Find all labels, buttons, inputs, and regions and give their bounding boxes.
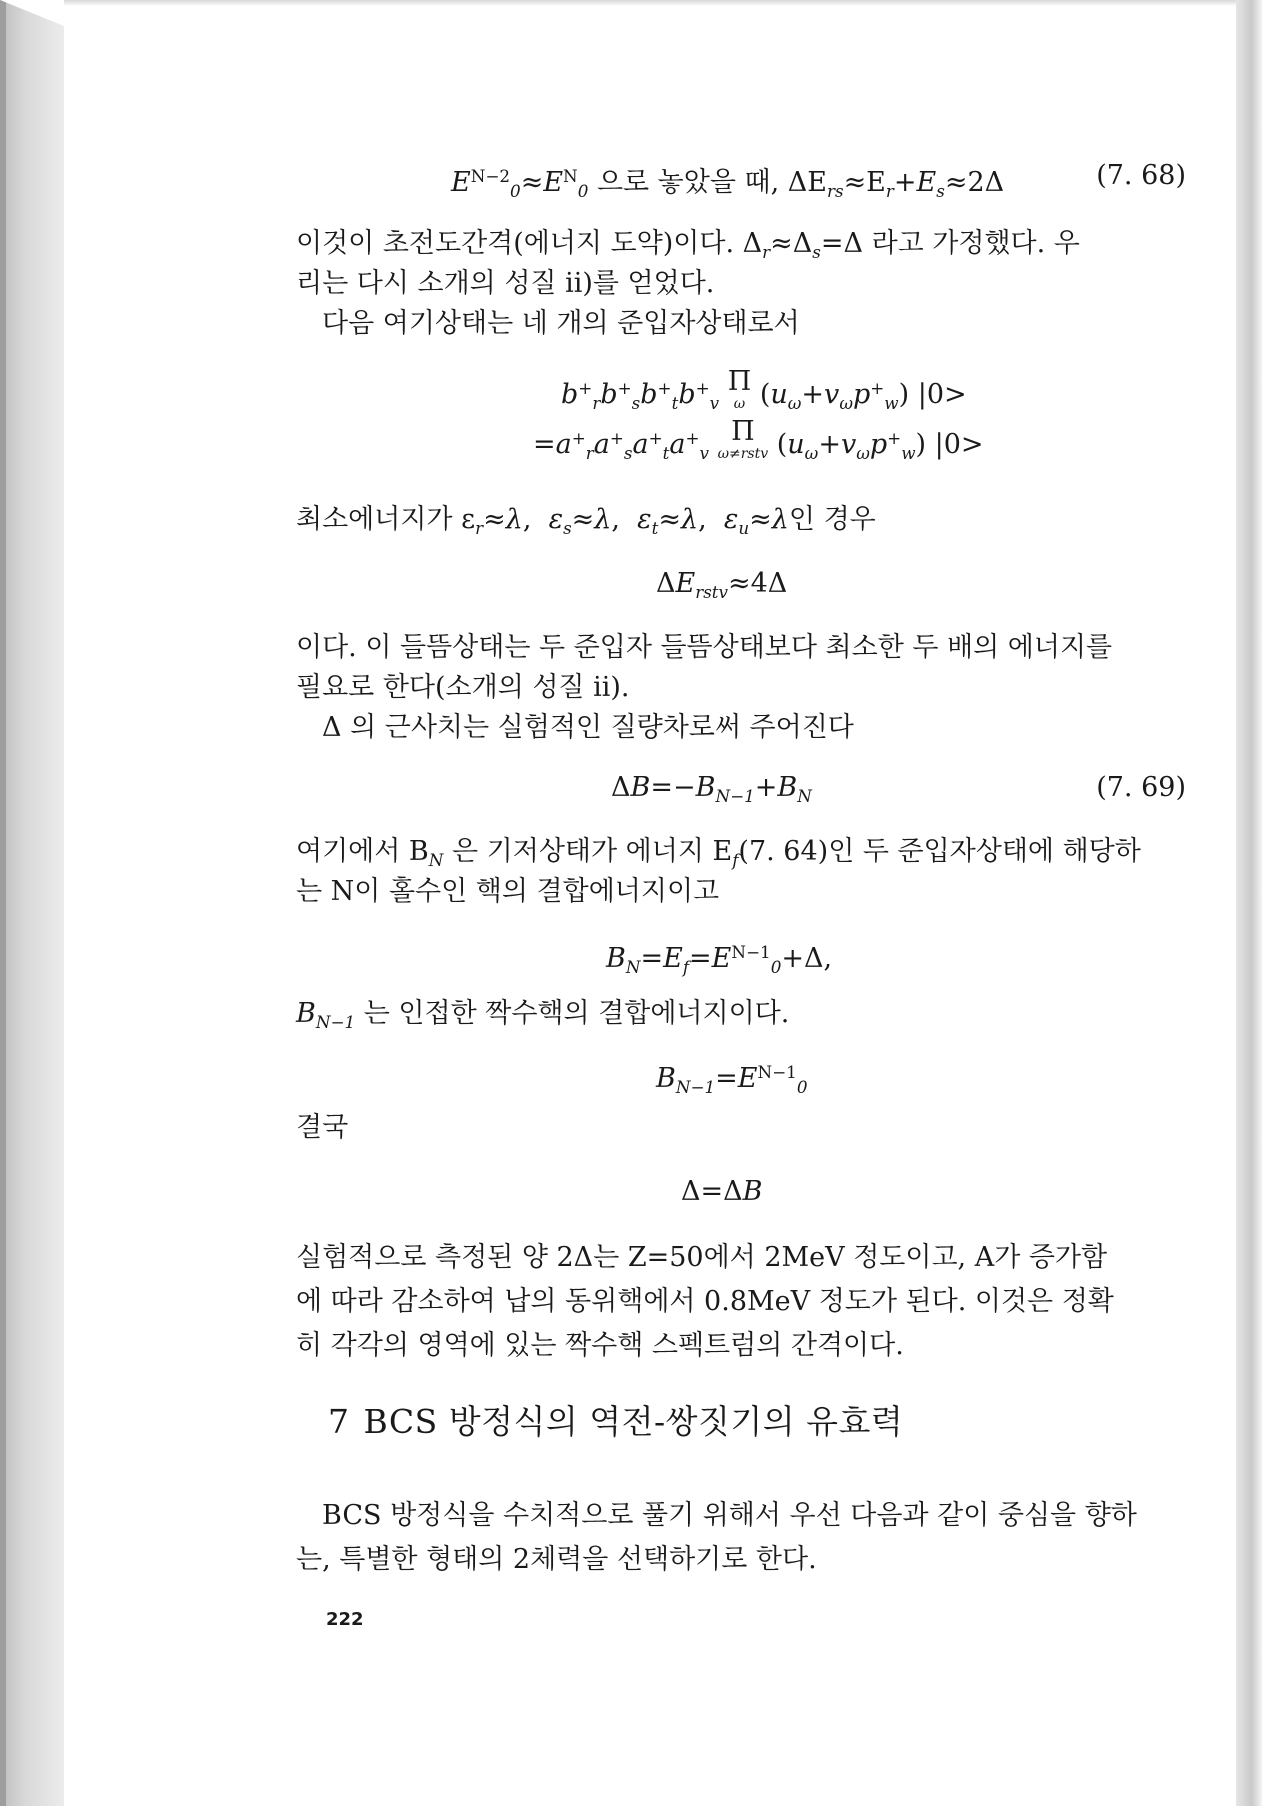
equation-7-68-text: 으로 놓았을 때, ΔE xyxy=(596,167,827,199)
paragraph-8-line-1: 결국 xyxy=(296,1112,349,1143)
paragraph-10-line-2: 는, 특별한 형태의 2체력을 선택하기로 한다. xyxy=(296,1544,817,1575)
paragraph-3-line-1: 최소에너지가 $\varepsilon_r\approx\lambda$, $\varepsilon_s\approx\lambda$, $\varepsilon_t\approx\lambda$, $\varepsilon_u\approx\lambda$인 경우 xyxy=(296,504,876,538)
paragraph-5-line-1: Δ 의 근사치는 실험적인 질량차로써 주어진다 xyxy=(322,712,854,743)
book-left-edge xyxy=(0,0,64,1806)
paragraph-1-line-1: 이것이 초전도간격(에너지 도약)이다. $\Delta_r\approx\Delta_s=\Delta$ 라고 가정했다. 우 xyxy=(296,228,1080,262)
equation-number-7-68: (7. 68) xyxy=(1096,160,1186,191)
equation-number-7-69: (7. 69) xyxy=(1096,772,1186,803)
paragraph-9-line-1: 실험적으로 측정된 양 2Δ는 Z=50에서 2MeV 정도이고, A가 증가함 xyxy=(296,1242,1108,1273)
paragraph-9-line-2: 에 따라 감소하여 납의 동위핵에서 0.8MeV 정도가 된다. 이것은 정확 xyxy=(296,1286,1114,1317)
section-heading xyxy=(328,1402,903,1442)
equation-7-68-rhs: ≈E xyxy=(843,167,886,199)
section-title: BCS 방정식의 역전-쌍짓기의 유효력 xyxy=(363,1402,904,1441)
book-page: $E^{N-2}_0\approx E^N_0$ 으로 놓았을 때, $\Delta E_{rs}\approx E_r+E_s\approx 2\Delta$ (7. 68) 이것이 초전도간격(에너지 도약)이다. $\Delta_r\approx\Delta_s=\Delta$ 라고 가정했다. 우 리는 다시 소개의 성질 ii)를 얻었다. 다음 여기상태는 네 개의 준입자상태로서 $b^+_rb^+_sb^+_tb^+_v$ Π ω $(u_\omega+v_\omega p^+_w)$ |0> $=a^+_ra^+_sa^+_ta^+_v$ Π ω≠rstv $(u_\omega+v_\omega p^+_w)$ |0> 최소에너지가 $\varepsilon_r\approx\lambda$, $\varepsilon_s\approx\lambda$, $\varepsilon_t\approx\lambda$, $\varepsilon_u\approx\lambda$인 경우 $\Delta E_{rstv}\approx 4\Delta$ 이다. 이 들뜸상태는 두 준입자 들뜸상태보다 최소한 두 배의 에너지를 필요로 한다(소개의 성질 ii). Δ 의 근사치는 실험적인 질량차로써 주어진다 $\Delta B=-B_{N-1}+B_N$ (7. 69) 여기에서 $B_N$ 은 기저상태가 에너지 $E_f(7$. 64)인 두 준입자상태에 해당하 는 N이 홀수인 핵의 결합에너지이고 $B_N=E_f=E^{N-1}_0+\Delta$, $B_{N-1}$ 는 인접한 짝수핵의 결합에너지이다. $B_{N-1}=E^{N-1}_0$ 결국 Δ=ΔB 실험적으로 측정된 양 2Δ는 Z=50에서 2MeV 정도이고, A가 증가함 에 따라 감소하여 납의 동위핵에서 0.8MeV 정도가 된다. 이것은 정확 히 각각의 영역에 있는 짝수핵 스펙트럼의 간격이다. 7 BCS 방정식의 역전-쌍짓기의 유효력 BCS 방정식을 수치적으로 풀기 위해서 우선 다음과 같이 중심을 향하 는, 특별한 형태의 2체력을 선택하기로 한다. 222 xyxy=(64,6,1236,1806)
paragraph-7-line-1: $B_{N-1}$ 는 인접한 짝수핵의 결합에너지이다. xyxy=(296,998,790,1032)
paragraph-10-line-1: BCS 방정식을 수치적으로 풀기 위해서 우선 다음과 같이 중심을 향하 xyxy=(322,1500,1137,1531)
paragraph-6-line-1: 여기에서 $B_N$ 은 기저상태가 에너지 $E_f(7$. 64)인 두 준입자상태에 해당하 xyxy=(296,836,1141,870)
paragraph-4-line-2: 필요로 한다(소개의 성질 ii). xyxy=(296,672,630,703)
book-right-edge xyxy=(1236,0,1262,1806)
section-number: 7 xyxy=(328,1402,350,1441)
paragraph-9-line-3: 히 각각의 영역에 있는 짝수핵 스펙트럼의 간격이다. xyxy=(296,1330,904,1361)
page-number: 222 xyxy=(326,1609,364,1630)
paragraph-6-line-2: 는 N이 홀수인 핵의 결합에너지이고 xyxy=(296,876,720,907)
paragraph-4-line-1: 이다. 이 들뜸상태는 두 준입자 들뜸상태보다 최소한 두 배의 에너지를 xyxy=(296,632,1113,663)
paragraph-1-line-2: 리는 다시 소개의 성질 ii)를 얻었다. xyxy=(296,268,715,299)
paragraph-2-line-1: 다음 여기상태는 네 개의 준입자상태로서 xyxy=(322,308,800,339)
